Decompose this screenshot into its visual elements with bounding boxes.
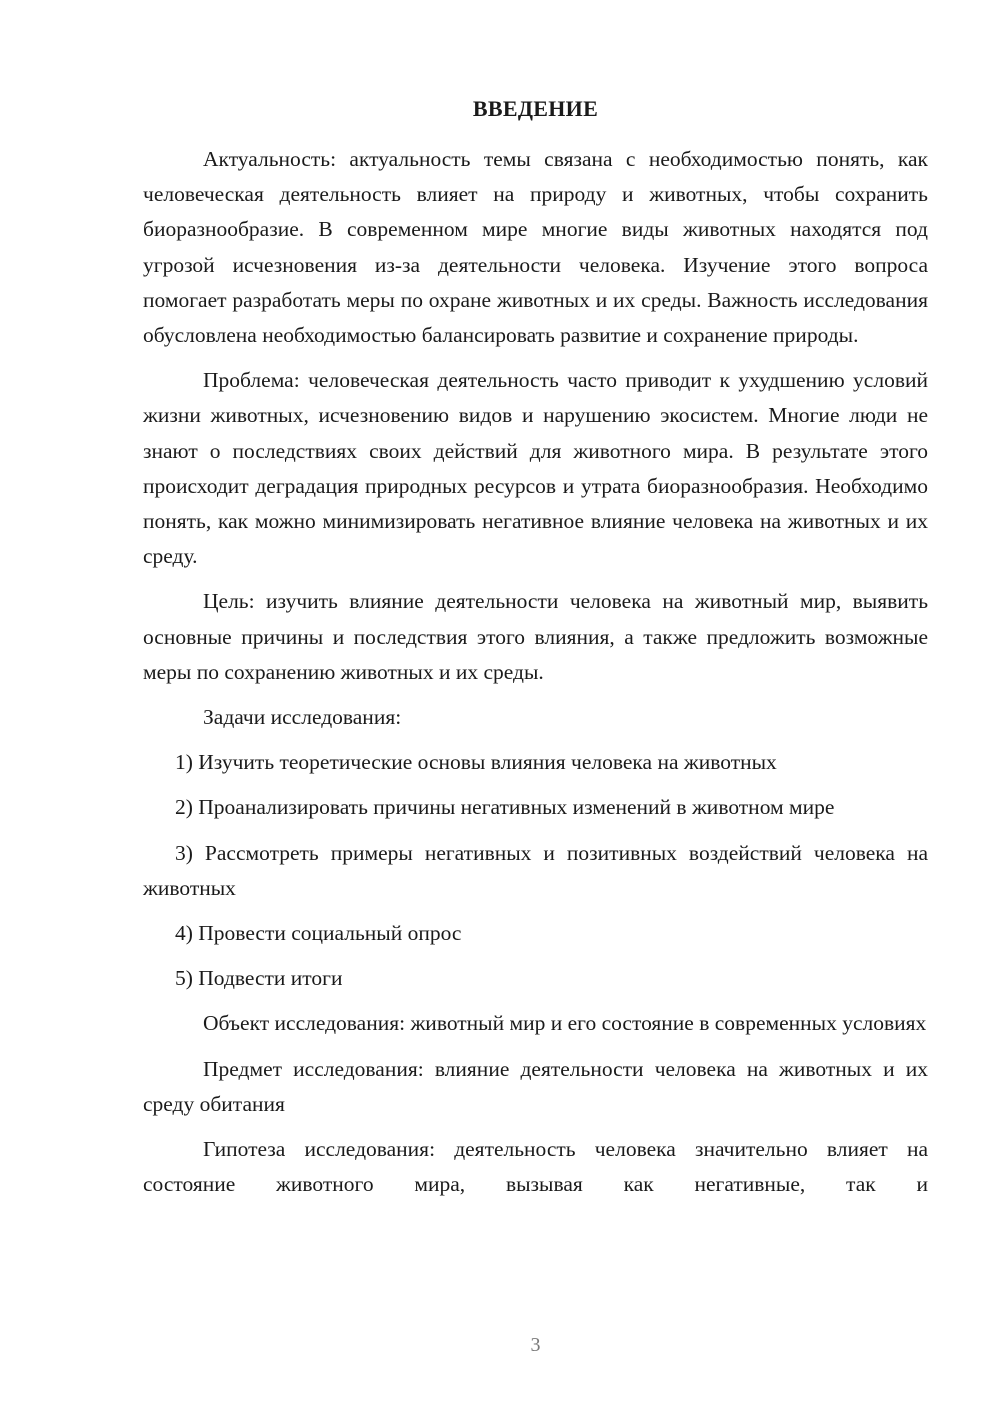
tasks-heading: Задачи исследования: <box>203 705 402 730</box>
page-title: ВВЕДЕНИЕ <box>472 96 599 121</box>
page-number: 3 <box>530 1334 541 1356</box>
task-item-2: 2) Проанализировать причины негативных изменений в животном мире <box>175 795 835 820</box>
task-item-4: 4) Провести социальный опрос <box>175 921 462 946</box>
paragraph-relevance: Актуальность: актуальность темы связана с необходимостью понять, как человеческая деятельность влияет на природу и животных, чтобы сохранить биоразнообразие. В современном мире многие виды животных находятся под угрозой исчезновения из-за деятельности человека. Изучение этого вопроса помогает разработать меры по охране животных и их среды. Важность исследования обусловлена необходимостью балансировать развитие и сохранение природы. <box>143 147 928 348</box>
paragraph-goal: Цель: изучить влияние деятельности человека на животный мир, выявить основные причины и последствия этого влияния, а также предложить возможные меры по сохранению животных и их среды. <box>143 589 928 684</box>
task-item-3: 3) Рассмотреть примеры негативных и позитивных воздействий человека на животных <box>143 840 928 900</box>
paragraph-subject: Предмет исследования: влияние деятельности человека на животных и их среду обитания <box>143 1056 928 1116</box>
task-item-1: 1) Изучить теоретические основы влияния человека на животных <box>175 750 777 775</box>
document-page <box>143 0 928 1414</box>
task-item-5: 5) Подвести итоги <box>175 966 343 991</box>
paragraph-problem: Проблема: человеческая деятельность часто приводит к ухудшению условий жизни животных, исчезновению видов и нарушению экосистем. Многие люди не знают о последствиях своих действий для животного мира. В результате этого происходит деградация природных ресурсов и утрата биоразнообразия. Необходимо понять, как можно минимизировать негативное влияние человека на животных и их среду. <box>143 368 928 569</box>
document-body <box>143 142 928 1212</box>
paragraph-object: Объект исследования: животный мир и его состояние в современных условиях <box>203 1011 927 1036</box>
paragraph-hypothesis: Гипотеза исследования: деятельность человека значительно влияет на состояние животного мира, вызывая как негативные, так и <box>143 1137 928 1197</box>
